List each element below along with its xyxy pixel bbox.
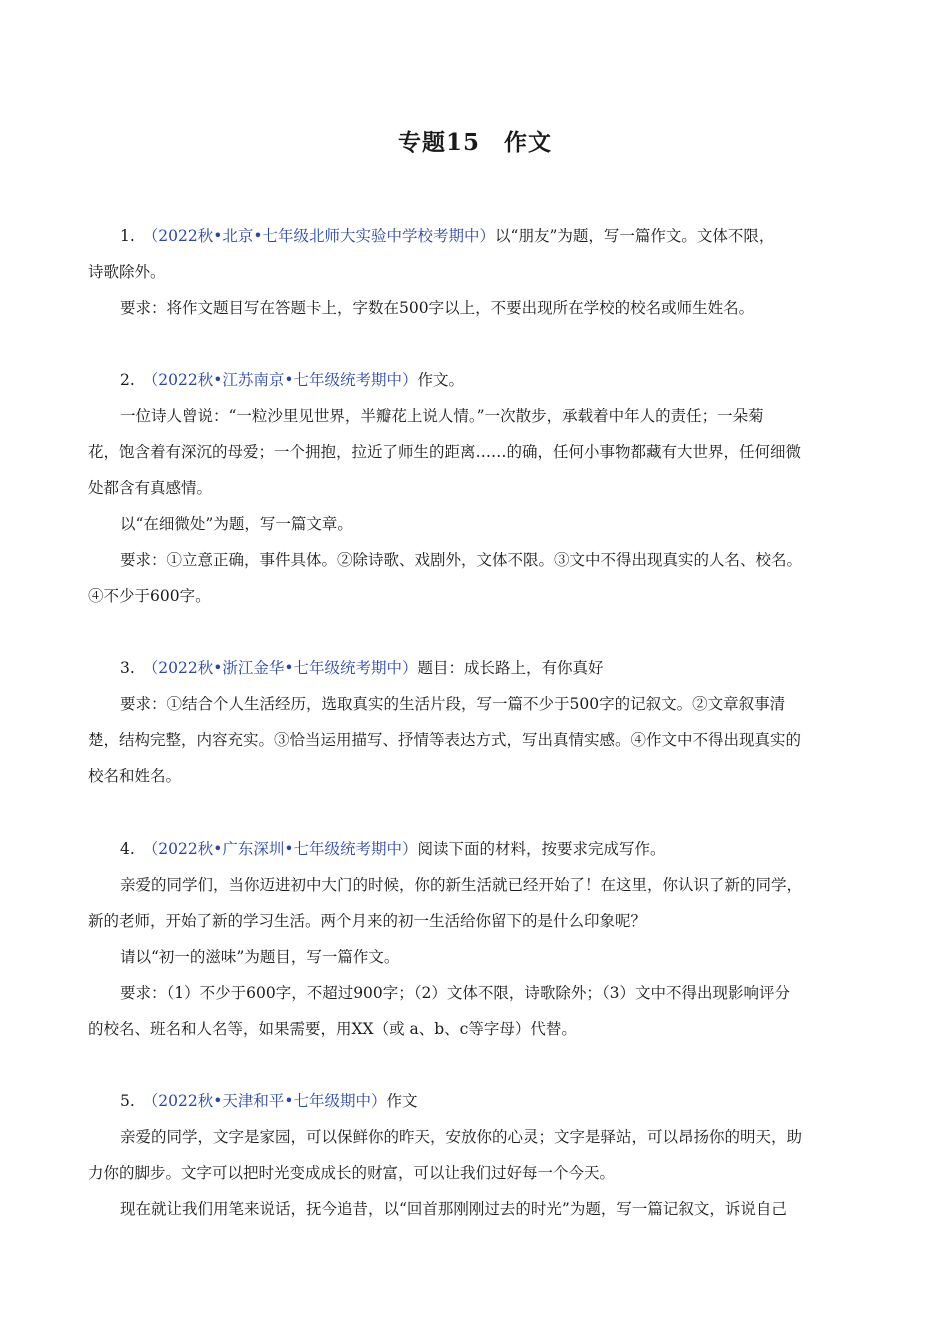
question-text-line: 要求：（1）不少于600字，不超过900字；（2）文体不限，诗歌除外；（3）文中不得出现影响评分 — [120, 984, 791, 1002]
question-text-line: 亲爱的同学，文字是家园，可以保鲜你的昨天，安放你的心灵；文字是驿站，可以昂扬你的明天，助 — [120, 1128, 803, 1146]
question-first-line — [88, 362, 860, 398]
question-text-line: 花，饱含着有深沉的母爱；一个拥抱，拉近了师生的距离……的确，任何小事物都藏有大世界，任何细微 — [88, 443, 802, 461]
question-text: 作文。 — [417, 371, 465, 389]
question-text: 题目：成长路上，有你真好 — [417, 659, 604, 677]
question-text-line: 校名和姓名。 — [88, 767, 182, 785]
question-first-line — [88, 650, 860, 686]
question-first-line — [88, 831, 860, 867]
question-text-line: 请以“初一的滋味”为题目，写一篇作文。 — [120, 948, 400, 966]
question-first-line — [88, 218, 860, 254]
question-text: 阅读下面的材料，按要求完成写作。 — [417, 840, 666, 858]
question-number: 1. — [120, 227, 135, 245]
page-title: 专题15 作文 — [397, 129, 552, 156]
question-number: 2. — [120, 371, 135, 389]
question-text-line: 以“在细微处”为题，写一篇文章。 — [120, 515, 353, 533]
question-number: 5. — [120, 1092, 135, 1110]
question-text-line: 力你的脚步。文字可以把时光变成成长的财富，可以让我们过好每一个今天。 — [88, 1164, 616, 1182]
question-number: 3. — [120, 659, 135, 677]
question-text-line: 要求：①结合个人生活经历，选取真实的生活片段，写一篇不少于500字的记叙文。②文章叙事清 — [120, 695, 786, 713]
question-text-line: 现在就让我们用笔来说话，抚今追昔，以“回首那刚刚过去的时光”为题，写一篇记叙文，诉说自己 — [120, 1200, 787, 1218]
question-text-line: 亲爱的同学们，当你迈进初中大门的时候，你的新生活就已经开始了！在这里，你认识了新的同学， — [120, 876, 803, 894]
question-text: 以“朋友”为题，写一篇作文。文体不限， — [495, 227, 775, 245]
question-text: 作文 — [386, 1092, 418, 1110]
question-text-line: 楚，结构完整，内容充实。③恰当运用描写、抒情等表达方式，写出真情实感。④作文中不得出现真实的 — [88, 731, 802, 749]
question-text-line: ④不少于600字。 — [88, 587, 211, 605]
question-text-line: 要求：①立意正确，事件具体。②除诗歌、戏剧外，文体不限。③文中不得出现真实的人名、校名。 — [120, 551, 803, 569]
question-source: （2022秋•北京•七年级北师大实验中学校考期中） — [142, 227, 496, 245]
question-source: （2022秋•江苏南京•七年级统考期中） — [142, 371, 418, 389]
question-text-line: 的校名、班名和人名等，如果需要，用XX（或 a、b、c等字母）代替。 — [88, 1020, 577, 1038]
question-text-line: 诗歌除外。 — [88, 263, 166, 281]
question-5 — [88, 1083, 860, 1227]
question-source: （2022秋•浙江金华•七年级统考期中） — [142, 659, 418, 677]
question-source: （2022秋•广东深圳•七年级统考期中） — [142, 840, 418, 858]
question-text-line: 要求：将作文题目写在答题卡上，字数在500字以上，不要出现所在学校的校名或师生姓名。 — [120, 299, 755, 317]
question-3 — [88, 650, 860, 794]
question-text-line: 一位诗人曾说：“一粒沙里见世界，半瓣花上说人情。”一次散步，承载着中年人的责任；一朵菊 — [120, 407, 764, 425]
question-first-line — [88, 1083, 860, 1119]
question-text-line: 新的老师，开始了新的学习生活。两个月来的初一生活给你留下的是什么印象呢？ — [88, 912, 647, 930]
question-2 — [88, 362, 860, 614]
question-4 — [88, 831, 860, 1047]
question-number: 4. — [120, 840, 135, 858]
question-1 — [88, 218, 860, 326]
question-source: （2022秋•天津和平•七年级期中） — [142, 1092, 387, 1110]
question-text-line: 处都含有真感情。 — [88, 479, 213, 497]
